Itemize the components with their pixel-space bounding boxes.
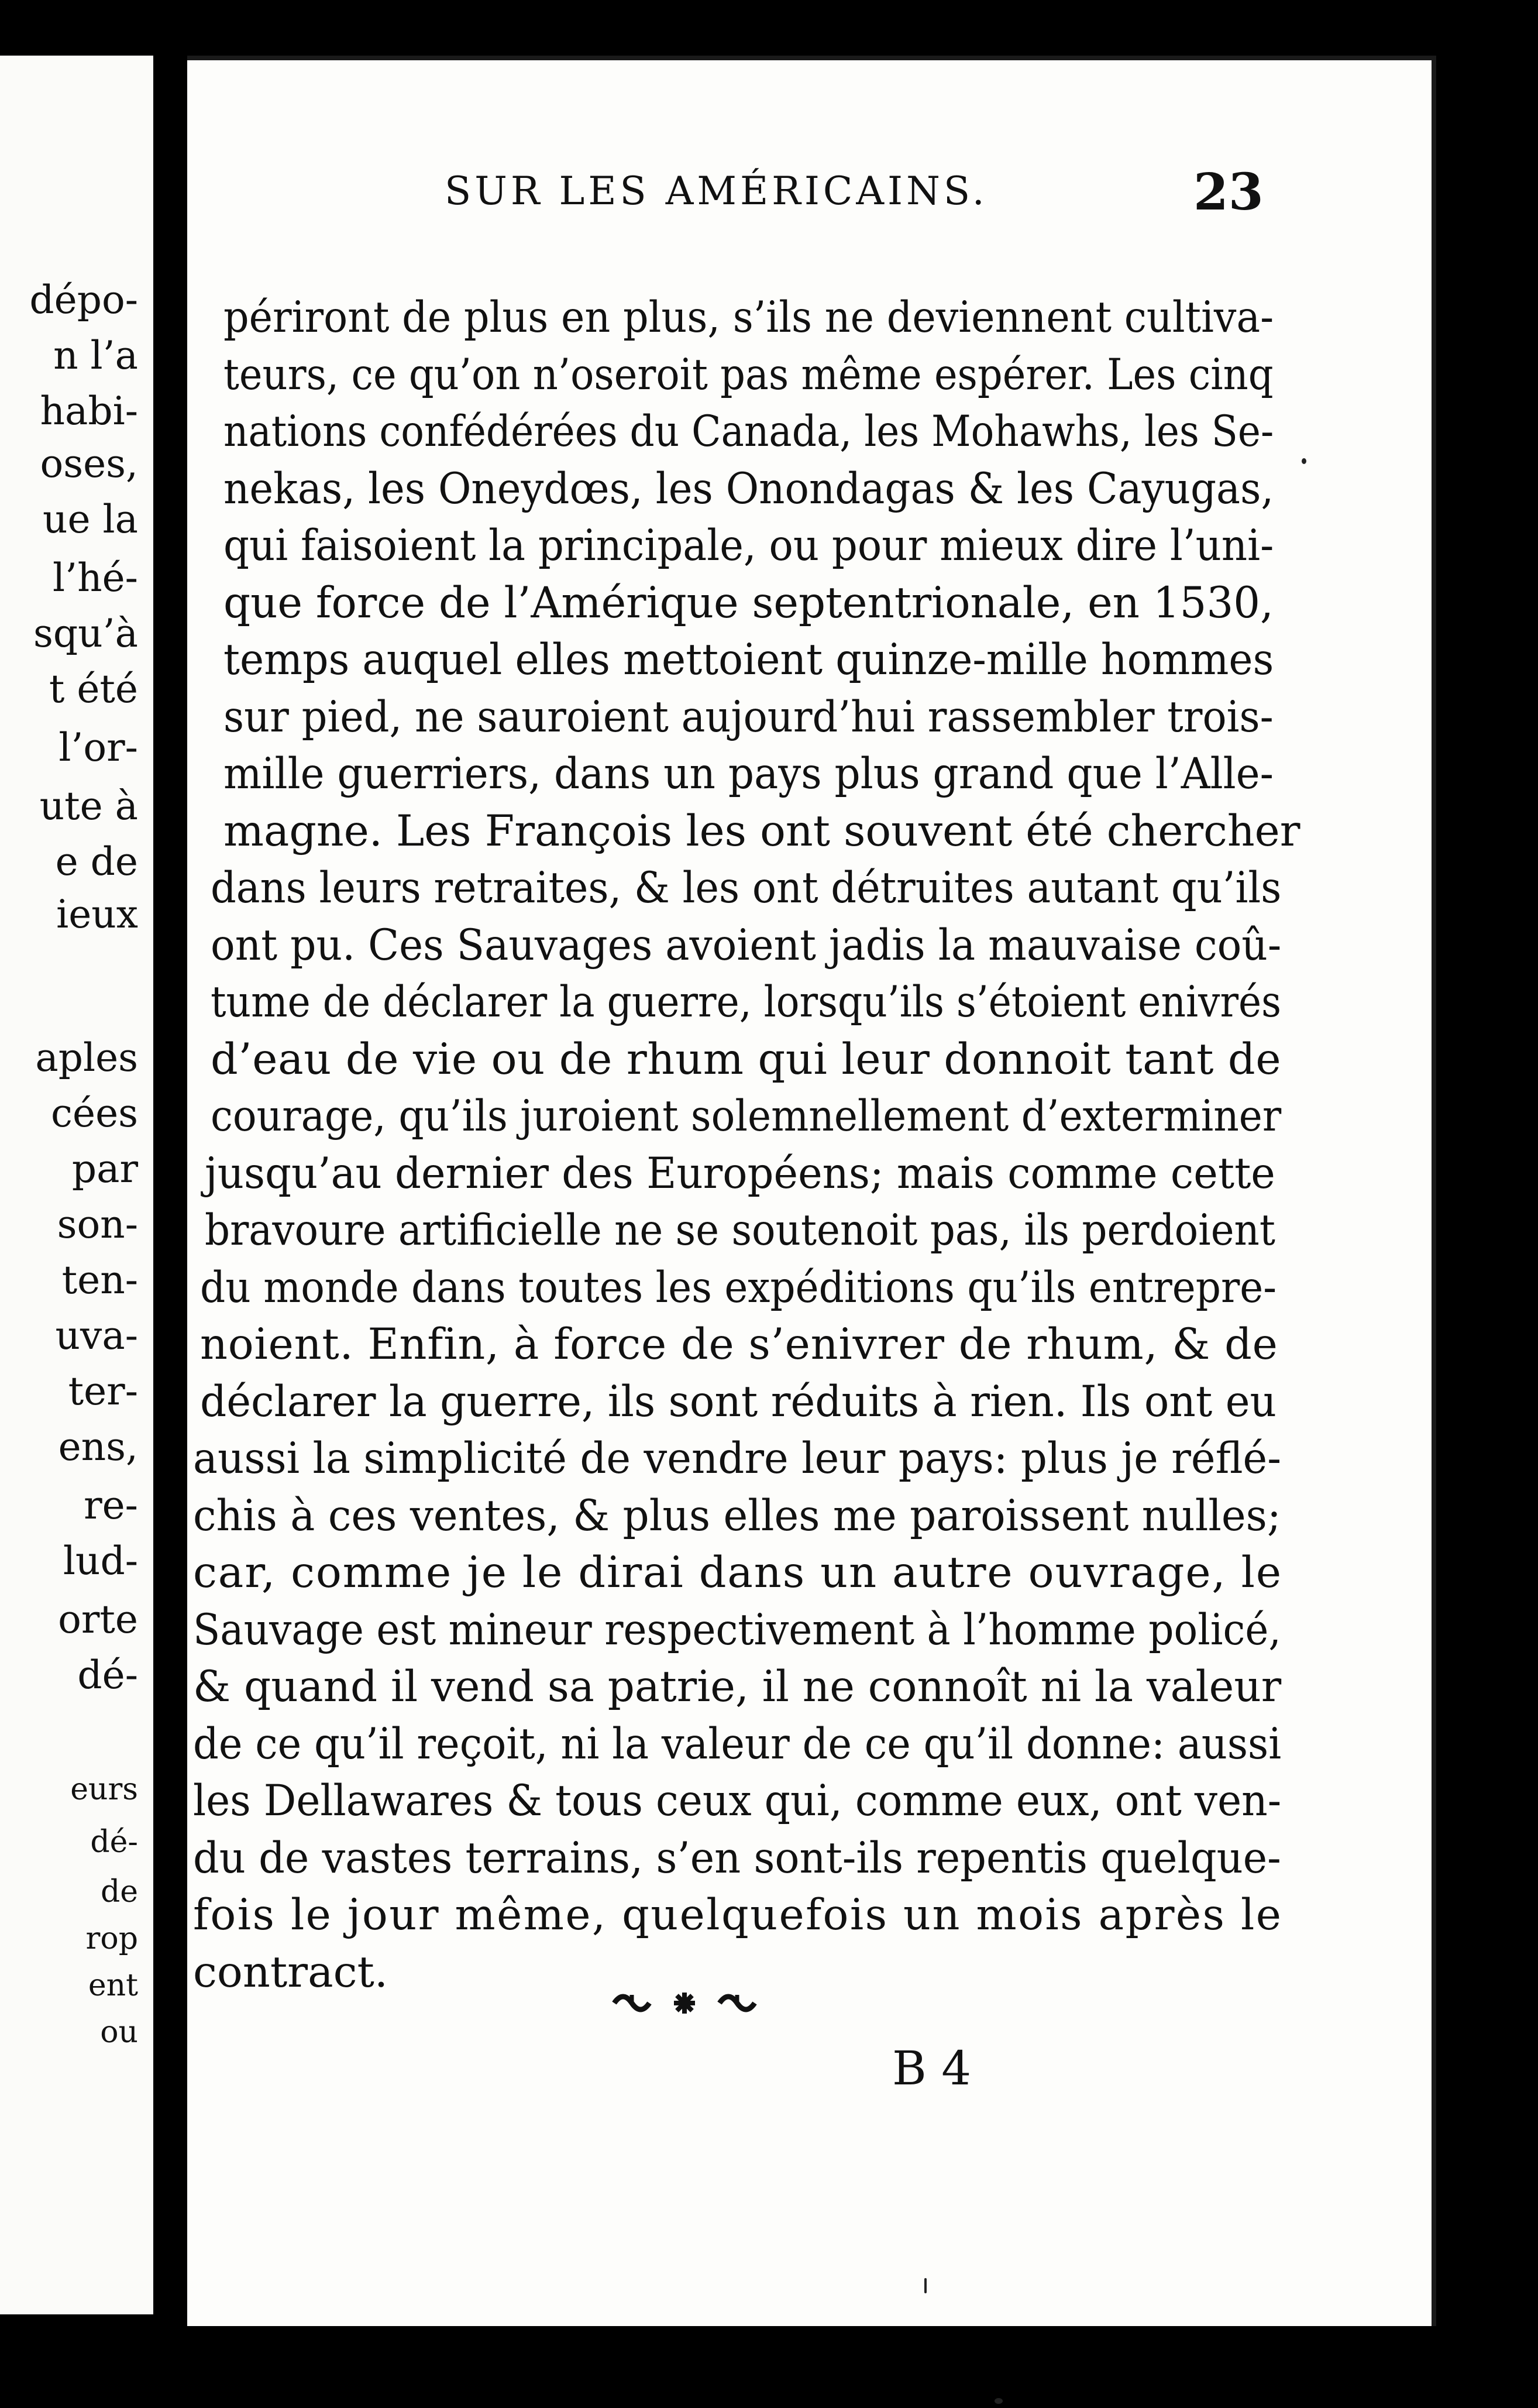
text-line: magne. Les François les ont souvent été chercher <box>223 806 1300 856</box>
text-line: que force de l’Amérique septentrionale, en 1530, <box>223 578 1274 628</box>
fragment-line: ter- <box>68 1369 138 1414</box>
text-line: car, comme je le dirai dans un autre ouvrage, le <box>193 1548 1282 1598</box>
fragment-line: re- <box>84 1483 138 1528</box>
fragment-line: t été <box>49 667 138 712</box>
fragment-line: ue la <box>42 497 138 542</box>
text-line: les Dellawares & tous ceux qui, comme eux, ont ven- <box>193 1776 1282 1826</box>
fragment-line: ute à <box>39 784 138 829</box>
fragment-line: eurs <box>70 1772 138 1807</box>
text-line: teurs, ce qu’on n’oseroit pas même espérer. Les cinq <box>223 349 1274 400</box>
ink-speck <box>1302 458 1306 464</box>
text-line: courage, qu’ils juroient solemnellement d’exterminer <box>211 1091 1282 1141</box>
fragment-line: dé- <box>77 1653 138 1698</box>
text-line: périront de plus en plus, s’ils ne deviennent cultiva- <box>223 293 1274 342</box>
ink-speck <box>995 2398 1003 2404</box>
fragment-line: cées <box>51 1091 138 1136</box>
text-line: dans leurs retraites, & les ont détruites autant qu’ils <box>211 863 1282 913</box>
fragment-line: ou <box>100 2015 138 2050</box>
text-line: bravoure artificielle ne se soutenoit pas, ils perdoient <box>205 1205 1275 1255</box>
text-line: temps auquel elles mettoient quinze-mille hommes <box>223 635 1274 685</box>
fragment-line: lud- <box>63 1538 138 1583</box>
fragment-line: dépo- <box>29 277 138 322</box>
fragment-line: ens, <box>58 1424 138 1469</box>
signature-mark: B 4 <box>892 2041 972 2096</box>
fragment-line: e de <box>55 839 138 884</box>
text-line: chis à ces ventes, & plus elles me paroissent nulles; <box>193 1490 1281 1541</box>
text-line: nekas, les Oneydœs, les Onondagas & les Cayugas, <box>223 463 1274 514</box>
text-line: sur pied, ne sauroient aujourd’hui rassembler trois- <box>223 692 1274 742</box>
page-number: 23 <box>1193 163 1264 222</box>
text-line: d’eau de vie ou de rhum qui leur donnoit tant de <box>211 1034 1282 1084</box>
fragment-line: rop <box>85 1921 138 1956</box>
fragment-line: habi- <box>40 389 138 434</box>
fragment-line: l’hé- <box>53 555 138 600</box>
text-line: contract. <box>193 1947 388 1997</box>
text-line: jusqu’au dernier des Européens; mais comme cette <box>205 1148 1275 1198</box>
fragment-line: l’or- <box>59 725 138 770</box>
text-line: nations confédérées du Canada, les Mohawhs, les Se- <box>223 407 1274 456</box>
text-line: aussi la simplicité de vendre leur pays: plus je réflé- <box>193 1434 1282 1483</box>
fragment-line: son- <box>57 1202 138 1247</box>
fragment-line: ten- <box>61 1258 138 1303</box>
body-text <box>187 60 1436 2331</box>
fragment-line: dé- <box>90 1825 138 1860</box>
text-line: déclarer la guerre, ils sont réduits à rien. Ils ont eu <box>200 1376 1276 1427</box>
fragment-line: uva- <box>55 1313 138 1358</box>
fragment-line: ieux <box>56 892 138 937</box>
fragment-line: orte <box>58 1597 138 1642</box>
fragment-line: de <box>100 1874 138 1909</box>
fragment-line: squ’à <box>33 611 138 656</box>
text-line: mille guerriers, dans un pays plus grand que l’Alle- <box>223 749 1274 799</box>
fragment-line: n l’a <box>53 333 138 378</box>
text-line: ont pu. Ces Sauvages avoient jadis la mauvaise coû- <box>211 920 1282 970</box>
text-line: qui faisoient la principale, ou pour mieux dire l’uni- <box>223 521 1274 571</box>
text-line: du de vastes terrains, s’en sont-ils repentis quelque- <box>193 1833 1281 1883</box>
text-line: & quand il vend sa patrie, il ne connoît ni la valeur <box>193 1662 1282 1712</box>
book-page <box>187 56 1436 2326</box>
text-line: de ce qu’il reçoit, ni la valeur de ce qu’il donne: aussi <box>193 1719 1282 1769</box>
fragment-line: aples <box>35 1035 138 1080</box>
running-head: SUR LES AMÉRICAINS. <box>445 169 988 214</box>
book-gutter <box>153 0 187 2408</box>
ink-speck <box>924 2278 927 2293</box>
text-line: Sauvage est mineur respectivement à l’homme policé, <box>193 1605 1281 1655</box>
fragment-line: ent <box>88 1968 138 2003</box>
fragment-line: par <box>71 1146 138 1191</box>
text-line: du monde dans toutes les expéditions qu’ils entrepre- <box>200 1262 1277 1313</box>
tail-ornament <box>608 1980 761 2026</box>
text-line: fois le jour même, quelquefois un mois après le <box>193 1890 1283 1940</box>
fragment-line: oses, <box>40 441 138 486</box>
text-line: tume de déclarer la guerre, lorsqu’ils s’étoient enivrés <box>211 977 1282 1027</box>
text-line: noient. Enfin, à force de s’enivrer de rhum, & de <box>200 1320 1278 1369</box>
adjacent-page-fragment <box>0 56 153 2314</box>
